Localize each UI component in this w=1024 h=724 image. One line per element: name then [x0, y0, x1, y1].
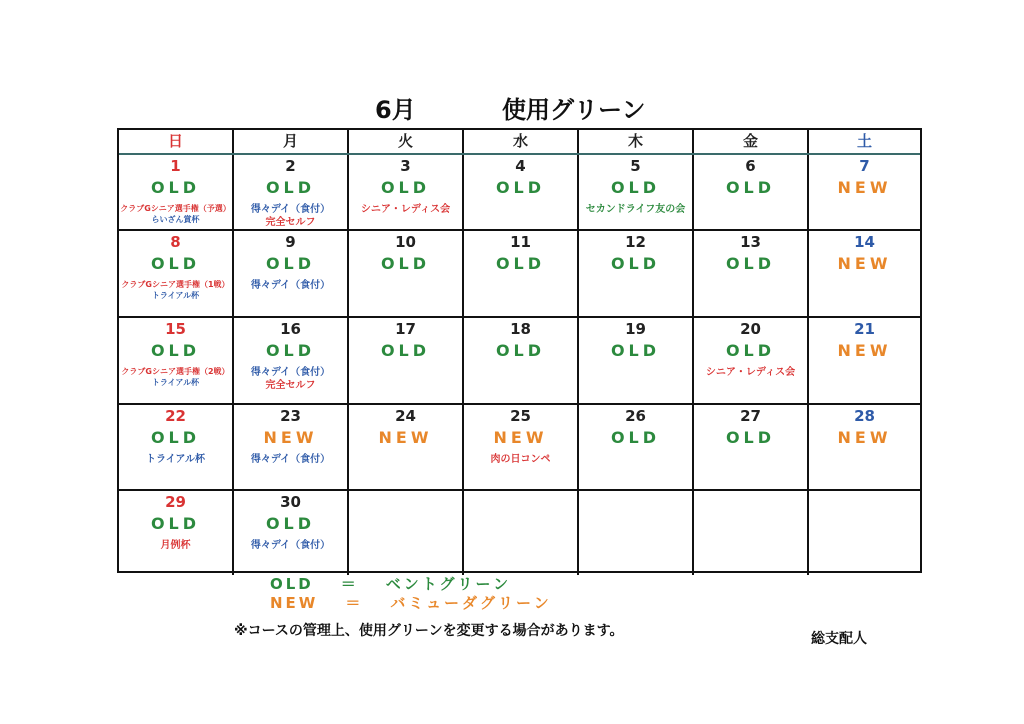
- event-note: 得々デイ（食付）: [250, 204, 331, 215]
- event-note: 得々デイ（食付）: [250, 280, 331, 291]
- calendar-table: [117, 128, 922, 573]
- green-type: OLD: [725, 178, 776, 197]
- day-cell: [119, 318, 234, 403]
- week-row: [119, 318, 920, 405]
- event-note: クラブGシニア選手権（2戦）: [121, 367, 230, 376]
- event-note: 得々デイ（食付）: [250, 540, 331, 551]
- event-note: 肉の日コンペ: [490, 454, 551, 465]
- title-month: 6月: [375, 96, 416, 124]
- day-number: 2: [285, 157, 296, 175]
- day-cell: [119, 155, 234, 229]
- day-number: 3: [400, 157, 411, 175]
- day-number: 14: [854, 233, 875, 251]
- day-number: 17: [395, 320, 416, 338]
- day-cell: [464, 405, 579, 489]
- weekday-header-0: 日: [119, 130, 234, 153]
- legend-old-code: OLD: [270, 575, 314, 593]
- day-cell: [234, 231, 349, 316]
- week-row: [119, 155, 920, 231]
- day-cell: [349, 405, 464, 489]
- day-number: 30: [280, 493, 301, 511]
- week-row: [119, 491, 920, 575]
- legend-new-code: NEW: [270, 594, 319, 612]
- day-cell: [694, 231, 809, 316]
- event-note: トライアル杯: [146, 454, 205, 465]
- day-cell: [809, 491, 920, 575]
- day-cell: [694, 491, 809, 575]
- day-cell: [809, 318, 920, 403]
- day-cell: [694, 155, 809, 229]
- green-type: NEW: [378, 428, 433, 447]
- green-type: OLD: [380, 254, 431, 273]
- day-number: 24: [395, 407, 416, 425]
- day-number: 23: [280, 407, 301, 425]
- green-type: NEW: [493, 428, 548, 447]
- weekday-header-5: 金: [694, 130, 809, 153]
- calendar-grid: [119, 155, 920, 571]
- weekday-header-4: 木: [579, 130, 694, 153]
- day-number: 6: [745, 157, 756, 175]
- day-number: 22: [165, 407, 186, 425]
- green-type: OLD: [380, 341, 431, 360]
- day-number: 20: [740, 320, 761, 338]
- green-type: OLD: [610, 178, 661, 197]
- day-number: 18: [510, 320, 531, 338]
- day-number: 26: [625, 407, 646, 425]
- day-number: 9: [285, 233, 296, 251]
- weekday-header: [119, 130, 920, 155]
- signature: 総支配人: [811, 631, 867, 647]
- day-cell: [579, 231, 694, 316]
- legend-new-equals: ＝: [345, 594, 364, 612]
- day-cell: [809, 155, 920, 229]
- event-note: シニア・レディス会: [360, 204, 451, 215]
- day-cell: [809, 231, 920, 316]
- day-number: 21: [854, 320, 875, 338]
- calendar-title: [375, 90, 695, 124]
- day-cell: [694, 405, 809, 489]
- day-cell: [579, 155, 694, 229]
- day-number: 15: [165, 320, 186, 338]
- day-cell: [464, 231, 579, 316]
- event-note: 得々デイ（食付）: [250, 454, 331, 465]
- event-note: セカンドライフ友の会: [585, 204, 686, 215]
- green-type: NEW: [837, 428, 892, 447]
- green-type: OLD: [380, 178, 431, 197]
- day-cell: [349, 318, 464, 403]
- day-number: 5: [630, 157, 641, 175]
- day-cell: [119, 491, 234, 575]
- green-type: OLD: [495, 178, 546, 197]
- green-type: OLD: [150, 514, 201, 533]
- legend-old-meaning: ベントグリーン: [385, 575, 512, 593]
- day-cell: [119, 231, 234, 316]
- green-type: OLD: [610, 428, 661, 447]
- day-number: 11: [510, 233, 531, 251]
- green-type: OLD: [265, 341, 316, 360]
- event-note: 得々デイ（食付）: [250, 367, 331, 378]
- week-row: [119, 405, 920, 491]
- day-number: 16: [280, 320, 301, 338]
- day-cell: [694, 318, 809, 403]
- event-note: 月例杯: [160, 540, 191, 551]
- green-type: OLD: [725, 341, 776, 360]
- green-type: OLD: [610, 341, 661, 360]
- weekday-header-2: 火: [349, 130, 464, 153]
- green-type: OLD: [495, 341, 546, 360]
- day-cell: [234, 318, 349, 403]
- day-number: 10: [395, 233, 416, 251]
- green-type: OLD: [150, 428, 201, 447]
- event-note: らいざん賞杯: [151, 215, 200, 224]
- event-note: トライアル杯: [151, 378, 200, 387]
- event-note: トライアル杯: [151, 291, 200, 300]
- day-number: 25: [510, 407, 531, 425]
- day-cell: [464, 318, 579, 403]
- day-cell: [234, 405, 349, 489]
- green-type: OLD: [150, 341, 201, 360]
- day-cell: [119, 405, 234, 489]
- week-row: [119, 231, 920, 318]
- day-number: 7: [859, 157, 870, 175]
- day-cell: [579, 318, 694, 403]
- green-type: OLD: [725, 428, 776, 447]
- legend-old-equals: ＝: [340, 575, 359, 593]
- weekday-header-1: 月: [234, 130, 349, 153]
- day-cell: [579, 405, 694, 489]
- day-number: 12: [625, 233, 646, 251]
- green-type: NEW: [837, 254, 892, 273]
- weekday-header-3: 水: [464, 130, 579, 153]
- day-number: 4: [515, 157, 526, 175]
- day-cell: [464, 155, 579, 229]
- green-type: NEW: [837, 341, 892, 360]
- green-type: OLD: [610, 254, 661, 273]
- green-type: NEW: [263, 428, 318, 447]
- day-number: 13: [740, 233, 761, 251]
- day-cell: [809, 405, 920, 489]
- day-number: 19: [625, 320, 646, 338]
- event-note: 完全セルフ: [265, 380, 316, 391]
- day-cell: [234, 491, 349, 575]
- title-name: 使用グリーン: [502, 96, 646, 124]
- green-type: OLD: [150, 178, 201, 197]
- day-number: 29: [165, 493, 186, 511]
- legend-new-meaning: バミューダグリーン: [390, 594, 552, 612]
- weekday-header-6: 土: [856, 132, 872, 150]
- day-number: 28: [854, 407, 875, 425]
- day-cell: [234, 155, 349, 229]
- event-note: 完全セルフ: [265, 217, 316, 228]
- day-cell: [349, 155, 464, 229]
- green-type: OLD: [495, 254, 546, 273]
- day-number: 8: [170, 233, 181, 251]
- day-number: 1: [170, 157, 181, 175]
- green-type: NEW: [837, 178, 892, 197]
- day-cell: [349, 231, 464, 316]
- event-note: クラブGシニア選手権（1戦）: [121, 280, 230, 289]
- event-note: クラブGシニア選手権（予選）: [120, 204, 231, 213]
- green-type: OLD: [725, 254, 776, 273]
- event-note: シニア・レディス会: [705, 367, 796, 378]
- green-type: OLD: [265, 514, 316, 533]
- day-number: 27: [740, 407, 761, 425]
- green-type: OLD: [150, 254, 201, 273]
- legend-old: [270, 573, 511, 594]
- legend-new: [270, 592, 552, 613]
- day-cell: [349, 491, 464, 575]
- day-cell: [579, 491, 694, 575]
- green-type: OLD: [265, 178, 316, 197]
- green-type: OLD: [265, 254, 316, 273]
- notice-text: ※コースの管理上、使用グリーンを変更する場合があります。: [234, 623, 624, 639]
- day-cell: [464, 491, 579, 575]
